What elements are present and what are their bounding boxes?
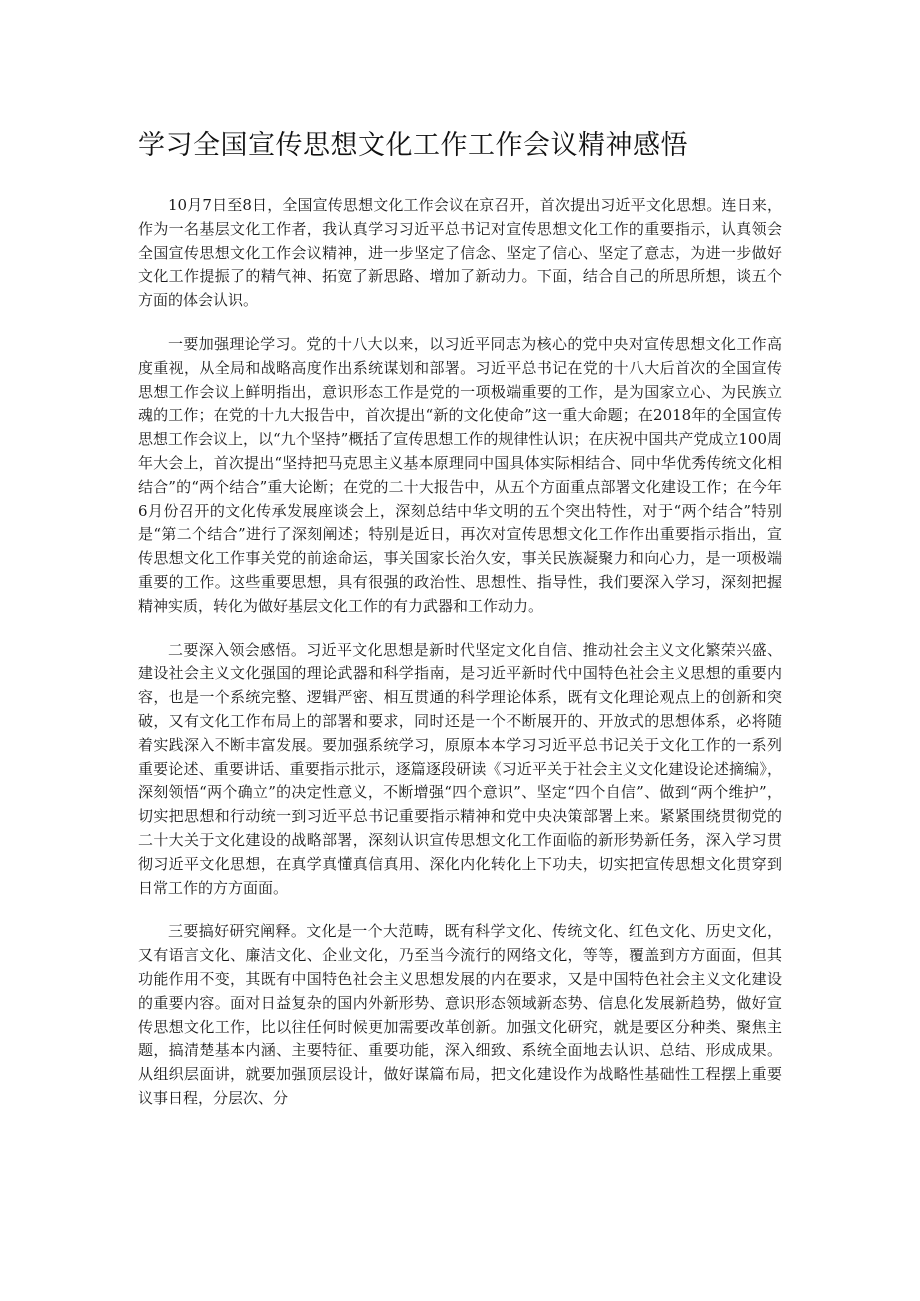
paragraph-understanding: 二要深入领会感悟。习近平文化思想是新时代坚定文化自信、推动社会主义文化繁荣兴盛、建设社会主义文化强国的理论武器和科学指南，是习近平新时代中国特色社会主义思想的重要内容，也是一个系统完整、逻辑严密、相互贯通的科学理论体系，既有文化理论观点上的创新和突破，又有文化工作布局上的部署和要求，同时还是一个不断展开的、开放式的思想体系，必将随着实践深入不断丰富发展。要加强系统学习，原原本本学习习近平总书记关于文化工作的一系列重要论述、重要讲话、重要指示批示，逐篇逐段研读《习近平关于社会主义文化建设论述摘编》，深刻领悟“两个确立”的决定性意义，不断增强“四个意识”、坚定“四个自信”、做到“两个维护”，切实把思想和行动统一到习近平总书记重要指示精神和党中央决策部署上来。紧紧围绕贯彻党的二十大关于文化建设的战略部署，深刻认识宣传思想文化工作面临的新形势新任务，深入学习贯彻习近平文化思想，在真学真懂真信真用、深化内化转化上下功夫，切实把宣传思想文化贯穿到日常工作的方方面面。 (138, 640, 782, 897)
document-page (138, 118, 782, 1111)
paragraph-intro: 10月7日至8日，全国宣传思想文化工作会议在京召开，首次提出习近平文化思想。连日来，作为一名基层文化工作者，我认真学习习近平总书记对宣传思想文化工作的重要指示，认真领会全国宣传思想文化工作会议精神，进一步坚定了信念、坚定了信心、坚定了意志，为进一步做好文化工作提振了的精气神、拓宽了新思路、增加了新动力。下面，结合自己的所思所想，谈五个方面的体会认识。 (138, 196, 782, 310)
paragraph-theory-study: 一要加强理论学习。党的十八大以来，以习近平同志为核心的党中央对宣传思想文化工作高度重视，从全局和战略高度作出系统谋划和部署。习近平总书记在党的十八大后首次的全国宣传思想工作会议上鲜明指出，意识形态工作是党的一项极端重要的工作，是为国家立心、为民族立魂的工作；在党的十九大报告中，首次提出“新的文化使命”这一重大命题；在2018年的全国宣传思想工作会议上，以“九个坚持”概括了宣传思想工作的规律性认识；在庆祝中国共产党成立100周年大会上，首次提出“坚持把马克思主义基本原理同中国具体实际相结合、同中华优秀传统文化相结合”的“两个结合”重大论断；在党的二十大报告中，从五个方面重点部署文化建设工作；在今年6月份召开的文化传承发展座谈会上，深刻总结中华文明的五个突出特性，对于“两个结合”特别是“第二个结合”进行了深刻阐述；特别是近日，再次对宣传思想文化工作作出重要指示指出，宣传思想文化工作事关党的前途命运，事关国家长治久安，事关民族凝聚力和向心力，是一项极端重要的工作。这些重要思想，具有很强的政治性、思想性、指导性，我们要深入学习，深刻把握精神实质，转化为做好基层文化工作的有力武器和工作动力。 (138, 334, 782, 615)
paragraph-research: 三要搞好研究阐释。文化是一个大范畴，既有科学文化、传统文化、红色文化、历史文化，又有语言文化、廉洁文化、企业文化，乃至当今流行的网络文化，等等，覆盖到方方面面，但其功能作用不变，其既有中国特色社会主义思想发展的内在要求，又是中国特色社会主义文化建设的重要内容。面对日益复杂的国内外新形势、意识形态领域新态势、信息化发展新趋势，做好宣传思想文化工作，比以往任何时候更加需要改革创新。加强文化研究，就是要区分种类、聚焦主题，搞清楚基本内涵、主要特征、重要功能，深入细致、系统全面地去认识、总结、形成成果。从组织层面讲，就要加强顶层设计，做好谋篇布局，把文化建设作为战略性基础性工程摆上重要议事日程，分层次、分 (138, 922, 782, 1107)
document-title: 学习全国宣传思想文化工作工作会议精神感悟 (138, 130, 688, 161)
